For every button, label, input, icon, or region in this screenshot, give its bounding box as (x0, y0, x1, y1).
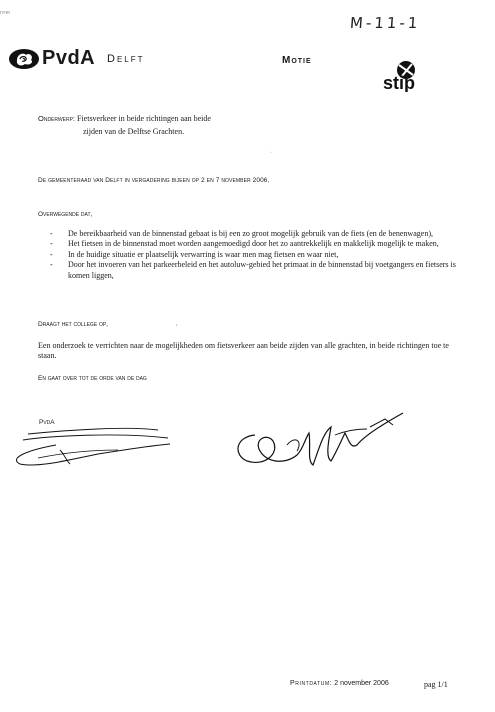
subject-label: Onderwerp: (38, 114, 75, 123)
party-name: PvdA (42, 47, 96, 69)
considering-item (42, 229, 462, 239)
stray-mark-2: , (176, 321, 178, 327)
page-number: pag 1/1 (424, 680, 448, 689)
stray-mark: · (270, 150, 272, 156)
stip-logo (381, 58, 431, 92)
bullet-dash: - (50, 239, 53, 249)
bullet-dash: - (50, 260, 53, 270)
closing-line: En gaat over tot de orde van de dag (38, 375, 147, 382)
considering-item-text: Door het invoeren van het parkeerbeleid en het autoluw-gebied het primaat in de binnenstad bij voetgangers en fietsers is komen liggen, (68, 260, 456, 280)
pvda-rose-logo (8, 48, 40, 70)
subject-line-1: Fietsverkeer in beide richtingen aan beide (77, 114, 211, 123)
corner-note: n>er (0, 10, 11, 16)
considering-heading: Overwegende dat, (38, 211, 93, 218)
city-name: Delft (107, 53, 145, 65)
instructs-heading: Draagt het college op, (38, 321, 108, 328)
instructs-text: Een onderzoek te verrichten naar de mogelijkheden om fietsverkeer aan beide zijden van alle grachten, in beide richtingen toe te staan. (38, 341, 449, 361)
signature-2 (225, 405, 405, 475)
considering-item (42, 250, 462, 260)
considering-item-text: Het fietsen in de binnenstad moet worden aangemoedigd door het zo aantrekkelijk en makkelijk mogelijk te maken, (68, 239, 439, 249)
considering-item (42, 239, 462, 249)
council-line: De gemeenteraad van Delft in vergadering bijeen op 2 en 7 november 2006, (38, 177, 270, 184)
bullet-dash: - (50, 229, 53, 238)
considering-list (42, 229, 462, 281)
print-date-value: 2 november 2006 (334, 680, 389, 687)
subject-block (38, 112, 211, 138)
document-reference: M-11-1 (349, 14, 422, 32)
document-type: Motie (282, 55, 312, 66)
print-date (290, 680, 389, 687)
stip-logo-text: stip (383, 73, 416, 92)
considering-item-text: In de huidige situatie er plaatselijk verwarring is waar men mag fietsen en waar niet, (68, 249, 339, 259)
considering-item (42, 260, 462, 281)
considering-item-text: De bereikbaarheid van de binnenstad gebaat is bij een zo groot mogelijk gebruik van de fiets (en de benenwagen), (68, 229, 433, 238)
signature-label: PvdA (39, 419, 55, 426)
print-date-label: Printdatum: (290, 680, 333, 687)
signature-1 (8, 420, 178, 475)
bullet-dash: - (50, 249, 53, 259)
subject-line-2: zijden van de Delftse Grachten. (83, 127, 185, 136)
